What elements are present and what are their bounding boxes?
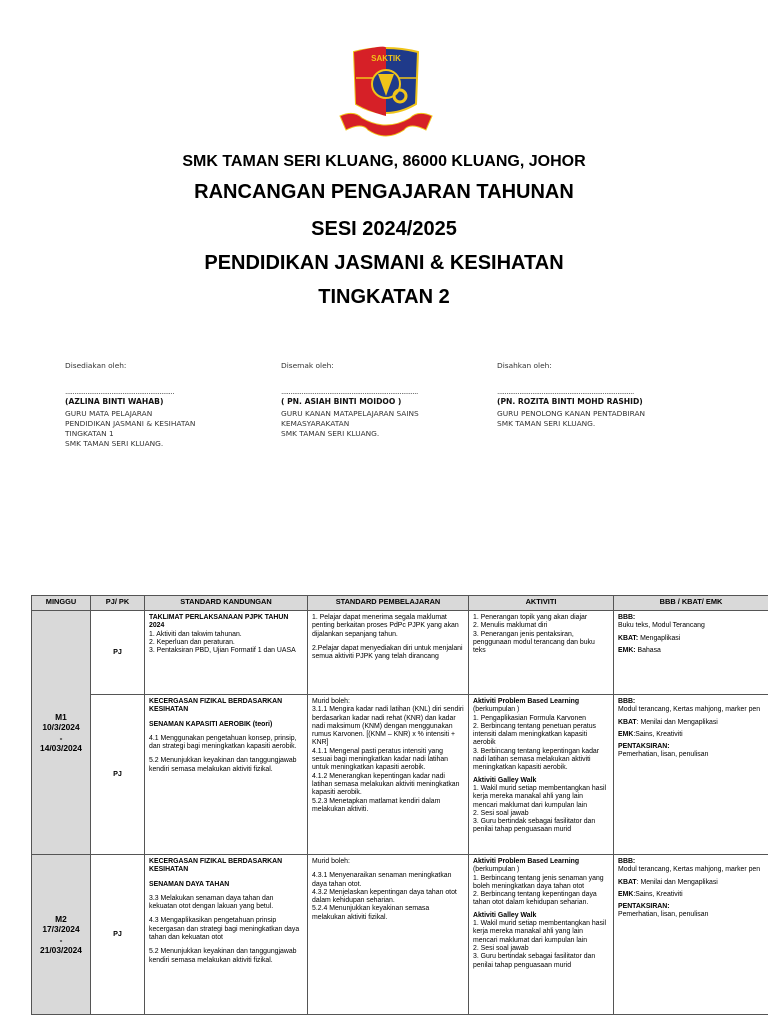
content-standard-cell: KECERGASAN FIZIKAL BERDASARKAN KESIHATAN SENAMAN KAPASITI AEROBIK (teori) 4.1 Menggunakan pengetahuan konsep, prinsip, dan strategi bagi meningkatkan kapasiti aerobik. 5.2 Menunjukkan keyakinan dan tanggungjawab kendiri semasa melakukan aktiviti fizikal. (145, 695, 308, 855)
learning-standard-cell: 1. Pelajar dapat menerima segala maklumat penting berkaitan proses PdPc PJPK yang akan dijalankan sepanjang tahun. 2.Pelajar dapat menyediakan diri untuk menjalani semua aktiviti PJPK yang telah dirancang (308, 611, 469, 695)
column-header-bbb-kbat-emk: BBB / KBAT/ EMK (614, 596, 768, 611)
resources-cell: BBB: Buku teks, Modul Terancang KBAT: Mengaplikasi EMK: Bahasa (614, 611, 768, 695)
svg-text:SAKTIK: SAKTIK (371, 54, 401, 63)
signature-line: ........................................................... (65, 387, 175, 396)
week-cell: M2 17/3/2024 - 21/03/2024 (32, 855, 91, 1015)
signature-role: PENDIDIKAN JASMANI & KESIHATAN (65, 419, 196, 428)
signature-name: (AZLINA BINTI WAHAB) (65, 397, 164, 406)
signature-reviewed (281, 361, 419, 439)
pj-cell: PJ (91, 855, 145, 1015)
school-crest-logo (336, 44, 436, 144)
table-row (32, 611, 768, 695)
signature-role: GURU KANAN MATAPELAJARAN SAINS (281, 409, 419, 418)
column-header-learning-standard: STANDARD PEMBELAJARAN (308, 596, 469, 611)
column-header-week: MINGGU (32, 596, 91, 611)
school-name: SMK TAMAN SERI KLUANG, 86000 KLUANG, JOHOR (182, 153, 586, 170)
activity-cell: Aktiviti Problem Based Learning (berkumpulan ) 1. Pengaplikasian Formula Karvonen 2. Berbincang tentang penetuan peratus intensiti dalam meningkatkan kapasiti aerobik 3. Berbincang tentang kepentingan kadar nadi latihan semasa melakukan aktiviti meningkatkan kapasiti aerobik. Aktiviti Galley Walk 1. Wakil murid setiap membentangkan hasil kerja mereka manakal ahli yang lain mencari maklumat dari kumpulan lain 2. Sesi soal jawab 3. Guru bertindak sebagai fasilitator dan penilai tahap penguasaan murid (469, 695, 614, 855)
signature-role: TINGKATAN 1 (65, 429, 114, 438)
signature-label: Disediakan oleh: (65, 361, 127, 370)
pj-cell: PJ (91, 611, 145, 695)
signature-role: GURU PENOLONG KANAN PENTADBIRAN (497, 409, 646, 418)
content-standard-cell: KECERGASAN FIZIKAL BERDASARKAN KESIHATAN SENAMAN DAYA TAHAN 3.3 Melakukan senaman daya tahan dan kekuatan otot dengan lakuan yang betul. 4.3 Mengaplikasikan pengetahuan prinsip kecergasan dan strategi bagi meningkatkan daya tahan dan kekuatan otot 5.2 Menunjukkan keyakinan dan tanggungjawab kendiri semasa melakukan aktiviti fizikal. (145, 855, 308, 1015)
activity-cell: 1. Penerangan topik yang akan diajar 2. Menulis maklumat diri 3. Penerangan jenis pentaksiran, penggunaan modul terancang dan buku teks (469, 611, 614, 695)
signature-role: SMK TAMAN SERI KLUANG. (65, 439, 164, 448)
signature-role: SMK TAMAN SERI KLUANG. (281, 429, 380, 438)
signature-label: Disahkan oleh: (497, 361, 552, 370)
signature-name: ( PN. ASIAH BINTI MOIDOO ) (281, 397, 402, 406)
week-cell: M1 10/3/2024 - 14/03/2024 (32, 611, 91, 855)
signature-name: (PN. ROZITA BINTI MOHD RASHID) (497, 397, 643, 406)
learning-standard-cell: Murid boleh: 4.3.1 Menyenaraikan senaman meningkatkan daya tahan otot. 4.3.2 Menjelaskan kepentingan daya tahan otot dalam kehidupan seharian. 5.2.4 Menunjukkan keyakinan semasa melakukan aktiviti fizikal. (308, 855, 469, 1015)
signature-role: KEMASYARAKATAN (281, 419, 350, 428)
yearly-plan-table (31, 595, 768, 1015)
signature-line: .......................................................................... (497, 387, 634, 396)
content-standard-cell: TAKLIMAT PERLAKSANAAN PJPK TAHUN 2024 1. Aktiviti dan takwim tahunan. 2. Keperluan dan peraturan. 3. Pentaksiran PBD, Ujian Formatif 1 dan UASA (145, 611, 308, 695)
table-row (32, 855, 768, 1015)
subject-title: PENDIDIKAN JASMANI & KESIHATAN (204, 252, 564, 274)
resources-cell: BBB: Modul terancang, Kertas mahjong, marker pen KBAT: Menilai dan Mengaplikasi EMK:Sains, Kreativiti PENTAKSIRAN: Pemerhatian, lisan, penulisan (614, 855, 768, 1015)
session-title: SESI 2024/2025 (311, 218, 457, 240)
learning-standard-cell: Murid boleh: 3.1.1 Mengira kadar nadi latihan (KNL) diri sendiri berdasarkan kadar nadi rehat (KNR) dan kadar nadi maksimum (KNM) dengan menggunakan rumus Karvonen. [(KNM – KNR) x % intensiti + KNR] 4.1.1 Mengenal pasti peratus intensiti yang sesuai bagi meningkatkan kadar nadi latihan untuk meningkatkan kapasiti aerobik. 4.1.2 Menerangkan kepentingan kadar nadi latihan semasa melakukan aktiviti meningkatkan kapasiti aerobik. 5.2.3 Menetapkan matlamat kendiri dalam melakukan aktiviti. (308, 695, 469, 855)
signature-label: Disemak oleh: (281, 361, 334, 370)
signature-line: .......................................................................... (281, 387, 418, 396)
resources-cell: BBB: Modul terancang, Kertas mahjong, marker pen KBAT: Menilai dan Mengaplikasi EMK:Sains, Kreativiti PENTAKSIRAN: Pemerhatian, lisan, penulisan (614, 695, 768, 855)
activity-cell: Aktiviti Problem Based Learning (berkumpulan ) 1. Berbincang tentang jenis senaman yang boleh meningkatkan daya tahan otot 2. Berbincang tentang kepentingan daya tahan otot dalam kehidupan seharian. Aktiviti Galley Walk 1. Wakil murid setiap membentangkan hasil kerja mereka manakal ahli yang lain mencari maklumat dari kumpulan lain 2. Sesi soal jawab 3. Guru bertindak sebagai fasilitator dan penilai tahap penguasaan murid (469, 855, 614, 1015)
column-header-content-standard: STANDARD KANDUNGAN (145, 596, 308, 611)
signature-prepared (65, 361, 195, 449)
signature-role: SMK TAMAN SERI KLUANG. (497, 419, 596, 428)
signature-role: GURU MATA PELAJARAN (65, 409, 153, 418)
table-row (32, 695, 768, 855)
pj-cell: PJ (91, 695, 145, 855)
form-title: TINGKATAN 2 (318, 286, 450, 308)
signature-approved (497, 361, 645, 429)
table-header-row (32, 596, 768, 611)
column-header-pj-pk: PJ/ PK (91, 596, 145, 611)
column-header-activity: AKTIVITI (469, 596, 614, 611)
page-title: RANCANGAN PENGAJARAN TAHUNAN (194, 181, 574, 203)
